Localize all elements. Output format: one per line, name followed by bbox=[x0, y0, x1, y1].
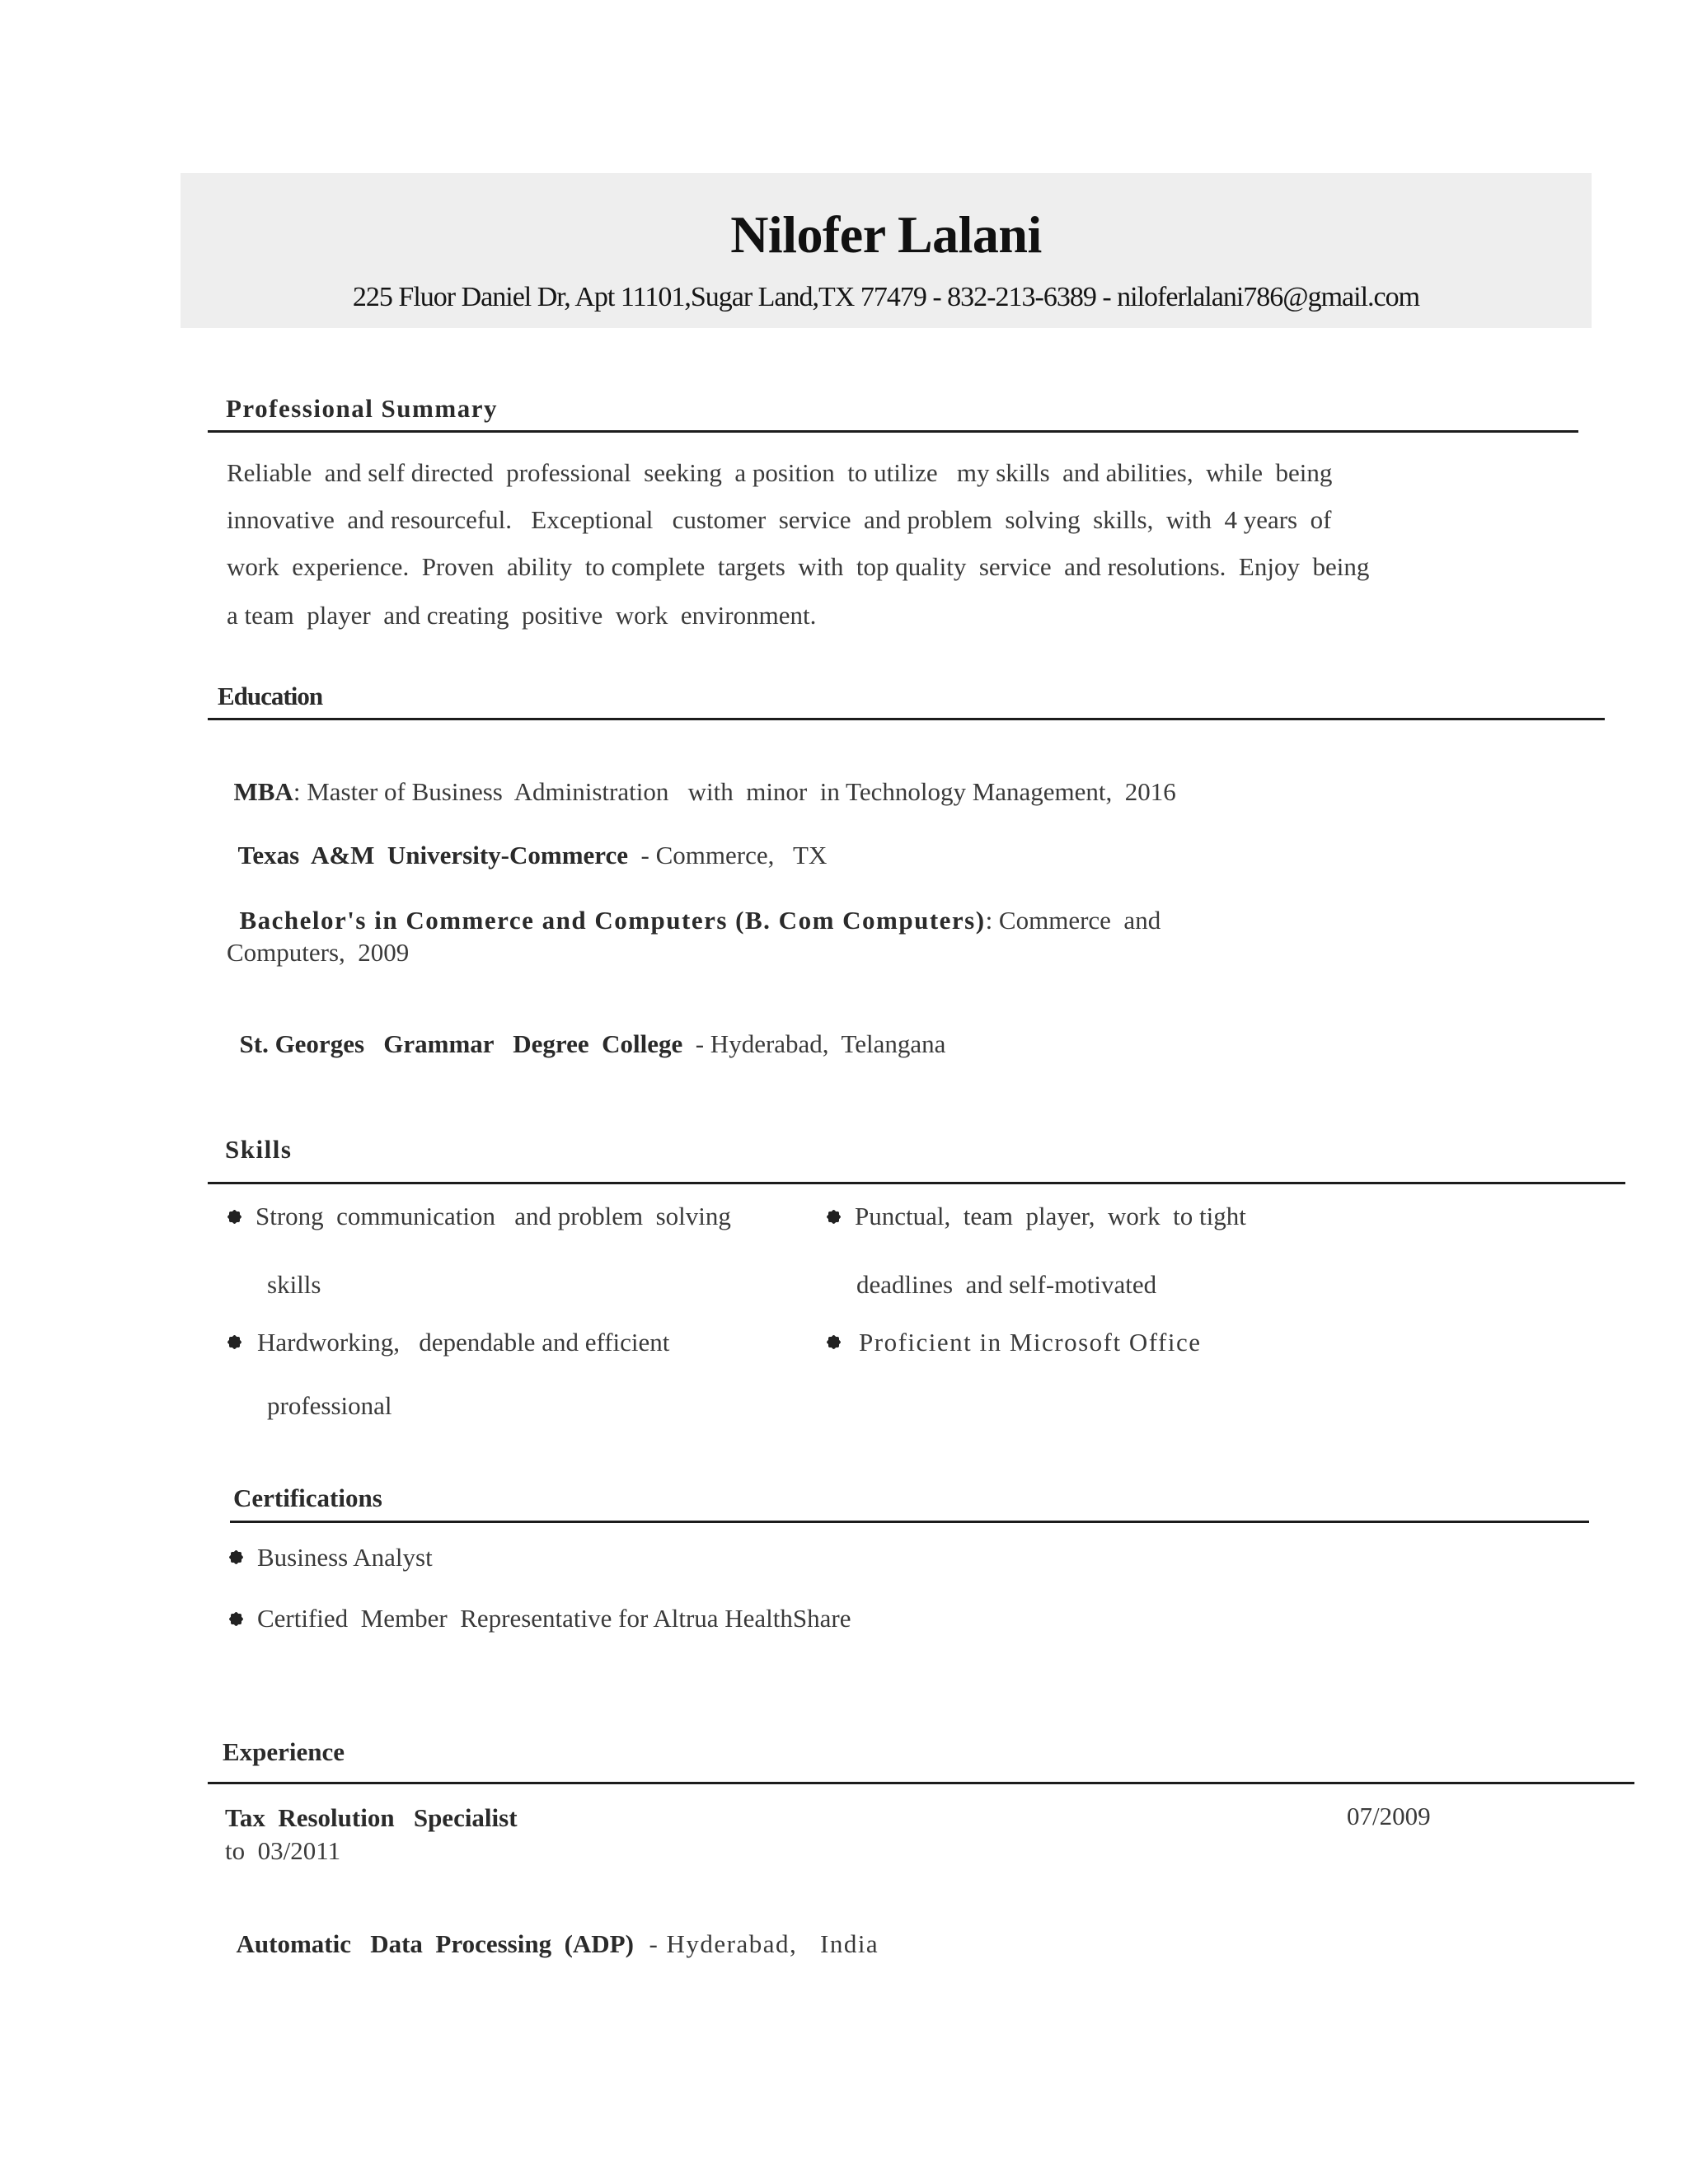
skills-rule bbox=[208, 1182, 1625, 1184]
school-location: - Commerce, TX bbox=[628, 841, 828, 869]
job-company bbox=[223, 1900, 879, 1959]
school-texas-am bbox=[225, 811, 827, 870]
experience-heading: Experience bbox=[223, 1737, 345, 1766]
school-location: - Hyderabad, Telangana bbox=[682, 1029, 946, 1058]
certifications-heading: Certifications bbox=[233, 1483, 382, 1512]
education-heading: Education bbox=[218, 682, 323, 710]
bullet-icon bbox=[826, 1334, 841, 1349]
skill-item-line: Punctual, team player, work to tight bbox=[855, 1202, 1246, 1230]
header-band bbox=[181, 173, 1592, 328]
job-title: Tax Resolution Specialist bbox=[225, 1803, 518, 1832]
degree-continuation: Computers, 2009 bbox=[227, 938, 410, 967]
job-end-date: to 03/2011 bbox=[225, 1836, 341, 1865]
summary-heading: Professional Summary bbox=[226, 394, 498, 423]
certification-item: Business Analyst bbox=[257, 1543, 433, 1572]
skill-item-line: Proficient in Microsoft Office bbox=[859, 1328, 1202, 1357]
bullet-icon bbox=[227, 1209, 241, 1224]
bullet-icon bbox=[826, 1209, 841, 1224]
school-name: St. Georges Grammar Degree College bbox=[239, 1029, 683, 1058]
skill-item-line: deadlines and self-motivated bbox=[856, 1270, 1157, 1299]
summary-rule bbox=[208, 430, 1578, 433]
skill-item-line: skills bbox=[267, 1270, 321, 1299]
degree-bcom bbox=[227, 876, 1160, 935]
skills-heading: Skills bbox=[225, 1135, 293, 1164]
company-location: - Hyderabad, India bbox=[633, 1929, 879, 1958]
skill-item-line: Strong communication and problem solving bbox=[256, 1202, 731, 1230]
summary-line: innovative and resourceful. Exceptional customer service and problem solving skills, with 4 years of bbox=[227, 505, 1332, 534]
school-st-georges bbox=[227, 1000, 945, 1059]
candidate-name: Nilofer Lalani bbox=[730, 205, 1042, 264]
skill-item-line: Hardworking, dependable and efficient bbox=[257, 1328, 670, 1357]
experience-rule bbox=[208, 1782, 1634, 1784]
company-name: Automatic Data Processing (ADP) bbox=[236, 1929, 634, 1958]
summary-line: Reliable and self directed professional seeking a position to utilize my skills and abilities, while being bbox=[227, 458, 1333, 487]
bullet-icon bbox=[228, 1549, 243, 1564]
certifications-rule bbox=[230, 1521, 1589, 1523]
degree-mba bbox=[221, 748, 1176, 807]
degree-description: : Commerce and bbox=[985, 906, 1161, 935]
degree-description: : Master of Business Administration with minor in Technology Management, 2016 bbox=[293, 777, 1176, 806]
degree-abbr: MBA bbox=[233, 777, 293, 806]
bullet-icon bbox=[228, 1611, 243, 1626]
school-name: Texas A&M University-Commerce bbox=[237, 841, 629, 869]
bullet-icon bbox=[227, 1334, 241, 1349]
degree-name: Bachelor's in Commerce and Computers (B. Com Computers) bbox=[239, 906, 986, 935]
summary-line: a team player and creating positive work environment. bbox=[227, 601, 817, 630]
skill-item-line: professional bbox=[267, 1391, 392, 1420]
summary-line: work experience. Proven ability to complete targets with top quality service and resolutions. Enjoy being bbox=[227, 552, 1370, 581]
education-rule bbox=[208, 718, 1605, 720]
certification-item: Certified Member Representative for Altrua HealthShare bbox=[257, 1604, 851, 1633]
contact-info: 225 Fluor Daniel Dr, Apt 11101,Sugar Land,TX 77479 - 832-213-6389 - niloferlalani786@gmail.com bbox=[352, 282, 1420, 312]
job-start-date: 07/2009 bbox=[1347, 1802, 1431, 1830]
